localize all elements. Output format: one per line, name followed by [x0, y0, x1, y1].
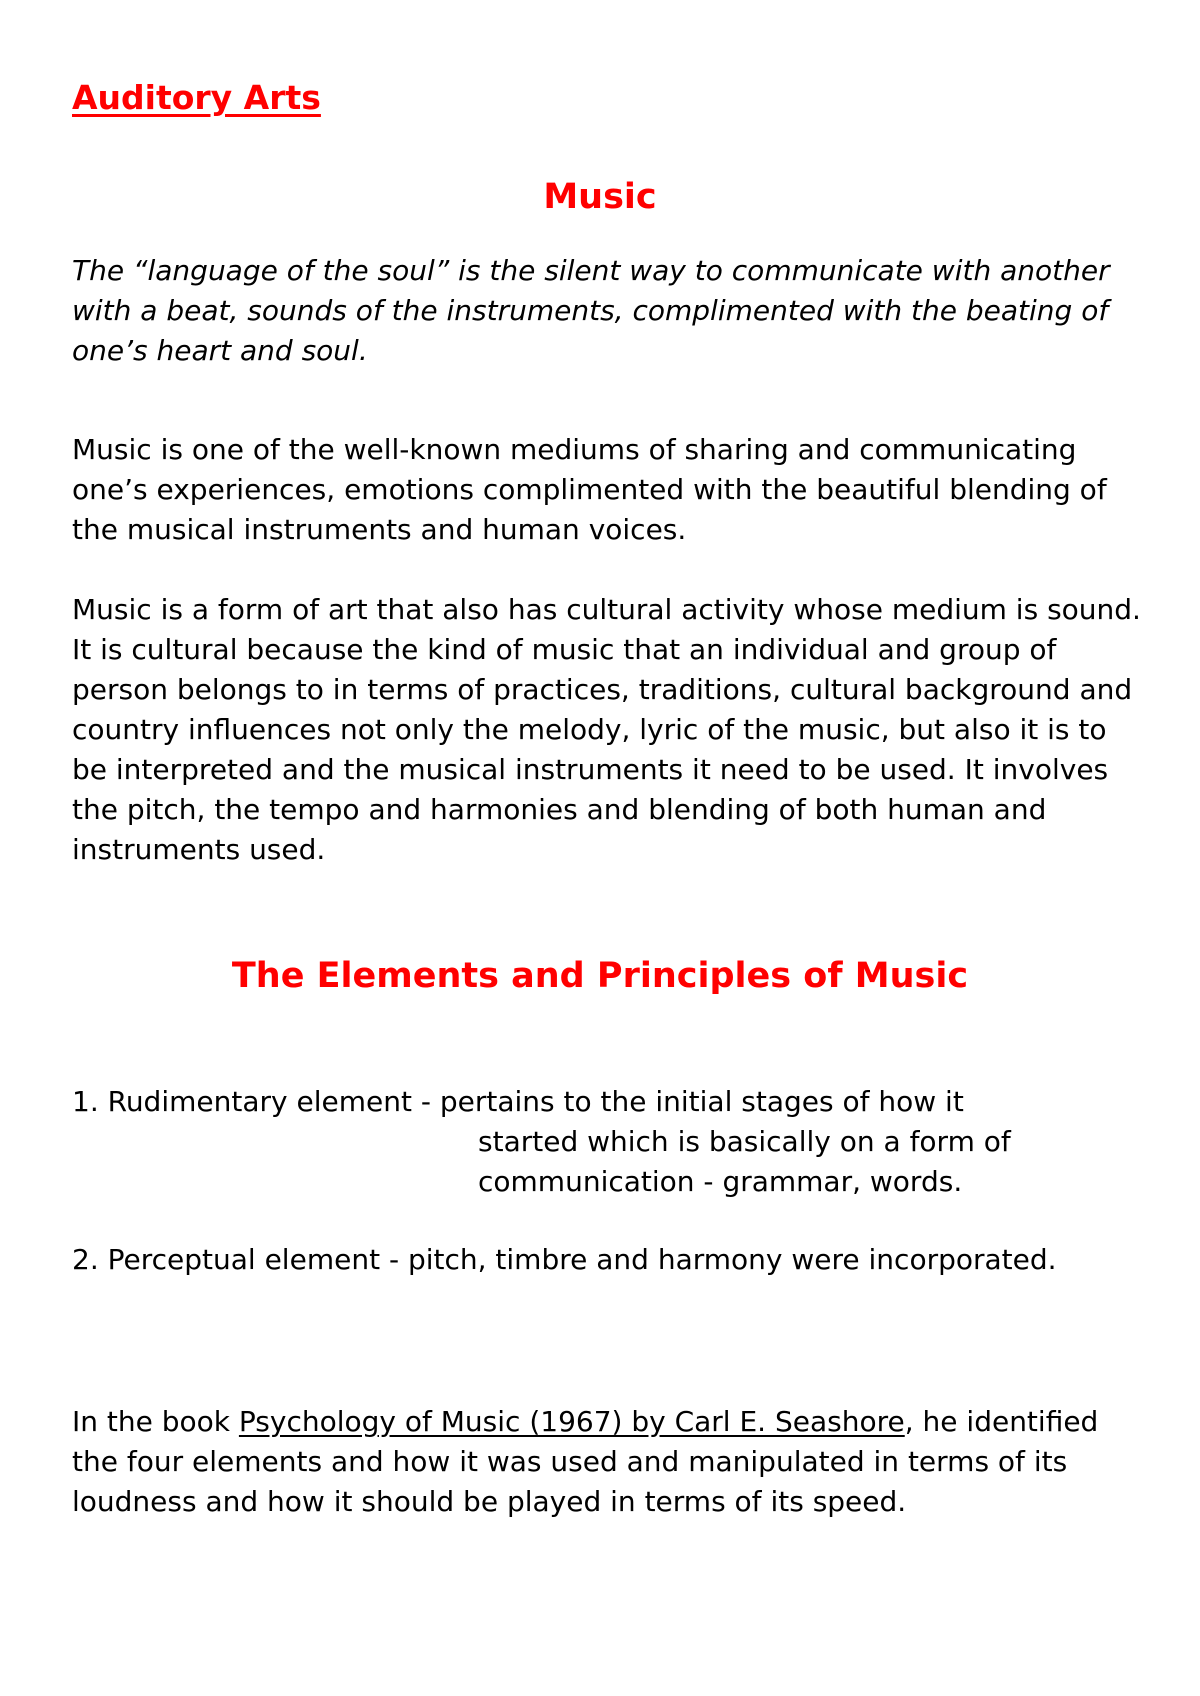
list-item-perceptual-lead: 2. Perceptual element - pitch, timbre and harmony were incorporated.: [72, 1243, 1057, 1276]
paragraph-seashore: [72, 1402, 1142, 1522]
book-title: Psychology of Music (1967) by Carl E. Seashore: [238, 1405, 905, 1438]
heading-music: Music: [543, 177, 657, 217]
section-title: Auditory Arts: [72, 78, 321, 117]
list-item-perceptual: [72, 1240, 1172, 1280]
list-item-rudimentary: [72, 1082, 1172, 1202]
closing-after: , he identified the four elements and how it was used and manipulated in terms of its loudness and how it should be played in terms of its speed.: [72, 1405, 1099, 1518]
heading-elements-principles: The Elements and Principles of Music: [231, 956, 969, 996]
intro-quote: The “language of the soul” is the silent way to communicate with another with a beat, sounds of the instruments, complimented with the beating of one’s heart and soul.: [72, 254, 1110, 367]
list-item-rudimentary-lead: 1. Rudimentary element - pertains to the initial stages of how it: [72, 1085, 964, 1118]
closing-before: In the book: [72, 1405, 239, 1438]
paragraph-cultural: Music is a form of art that also has cultural activity whose medium is sound. It is cultural because the kind of music that an individual and group of person belongs to in terms of practices, traditions, cultural background and country influences not only the melody, lyric of the music, but also it is to be interpreted and the musical instruments it need to be used. It involves the pitch, the tempo and harmonies and blending of both human and instruments used.: [72, 593, 1141, 866]
paragraph-mediums: Music is one of the well-known mediums of sharing and communicating one’s experiences, emotions complimented with the beautiful blending of the musical instruments and human voices.: [72, 433, 1107, 546]
list-item-rudimentary-continuation: started which is basically on a form of communication - grammar, words.: [478, 1125, 1011, 1198]
